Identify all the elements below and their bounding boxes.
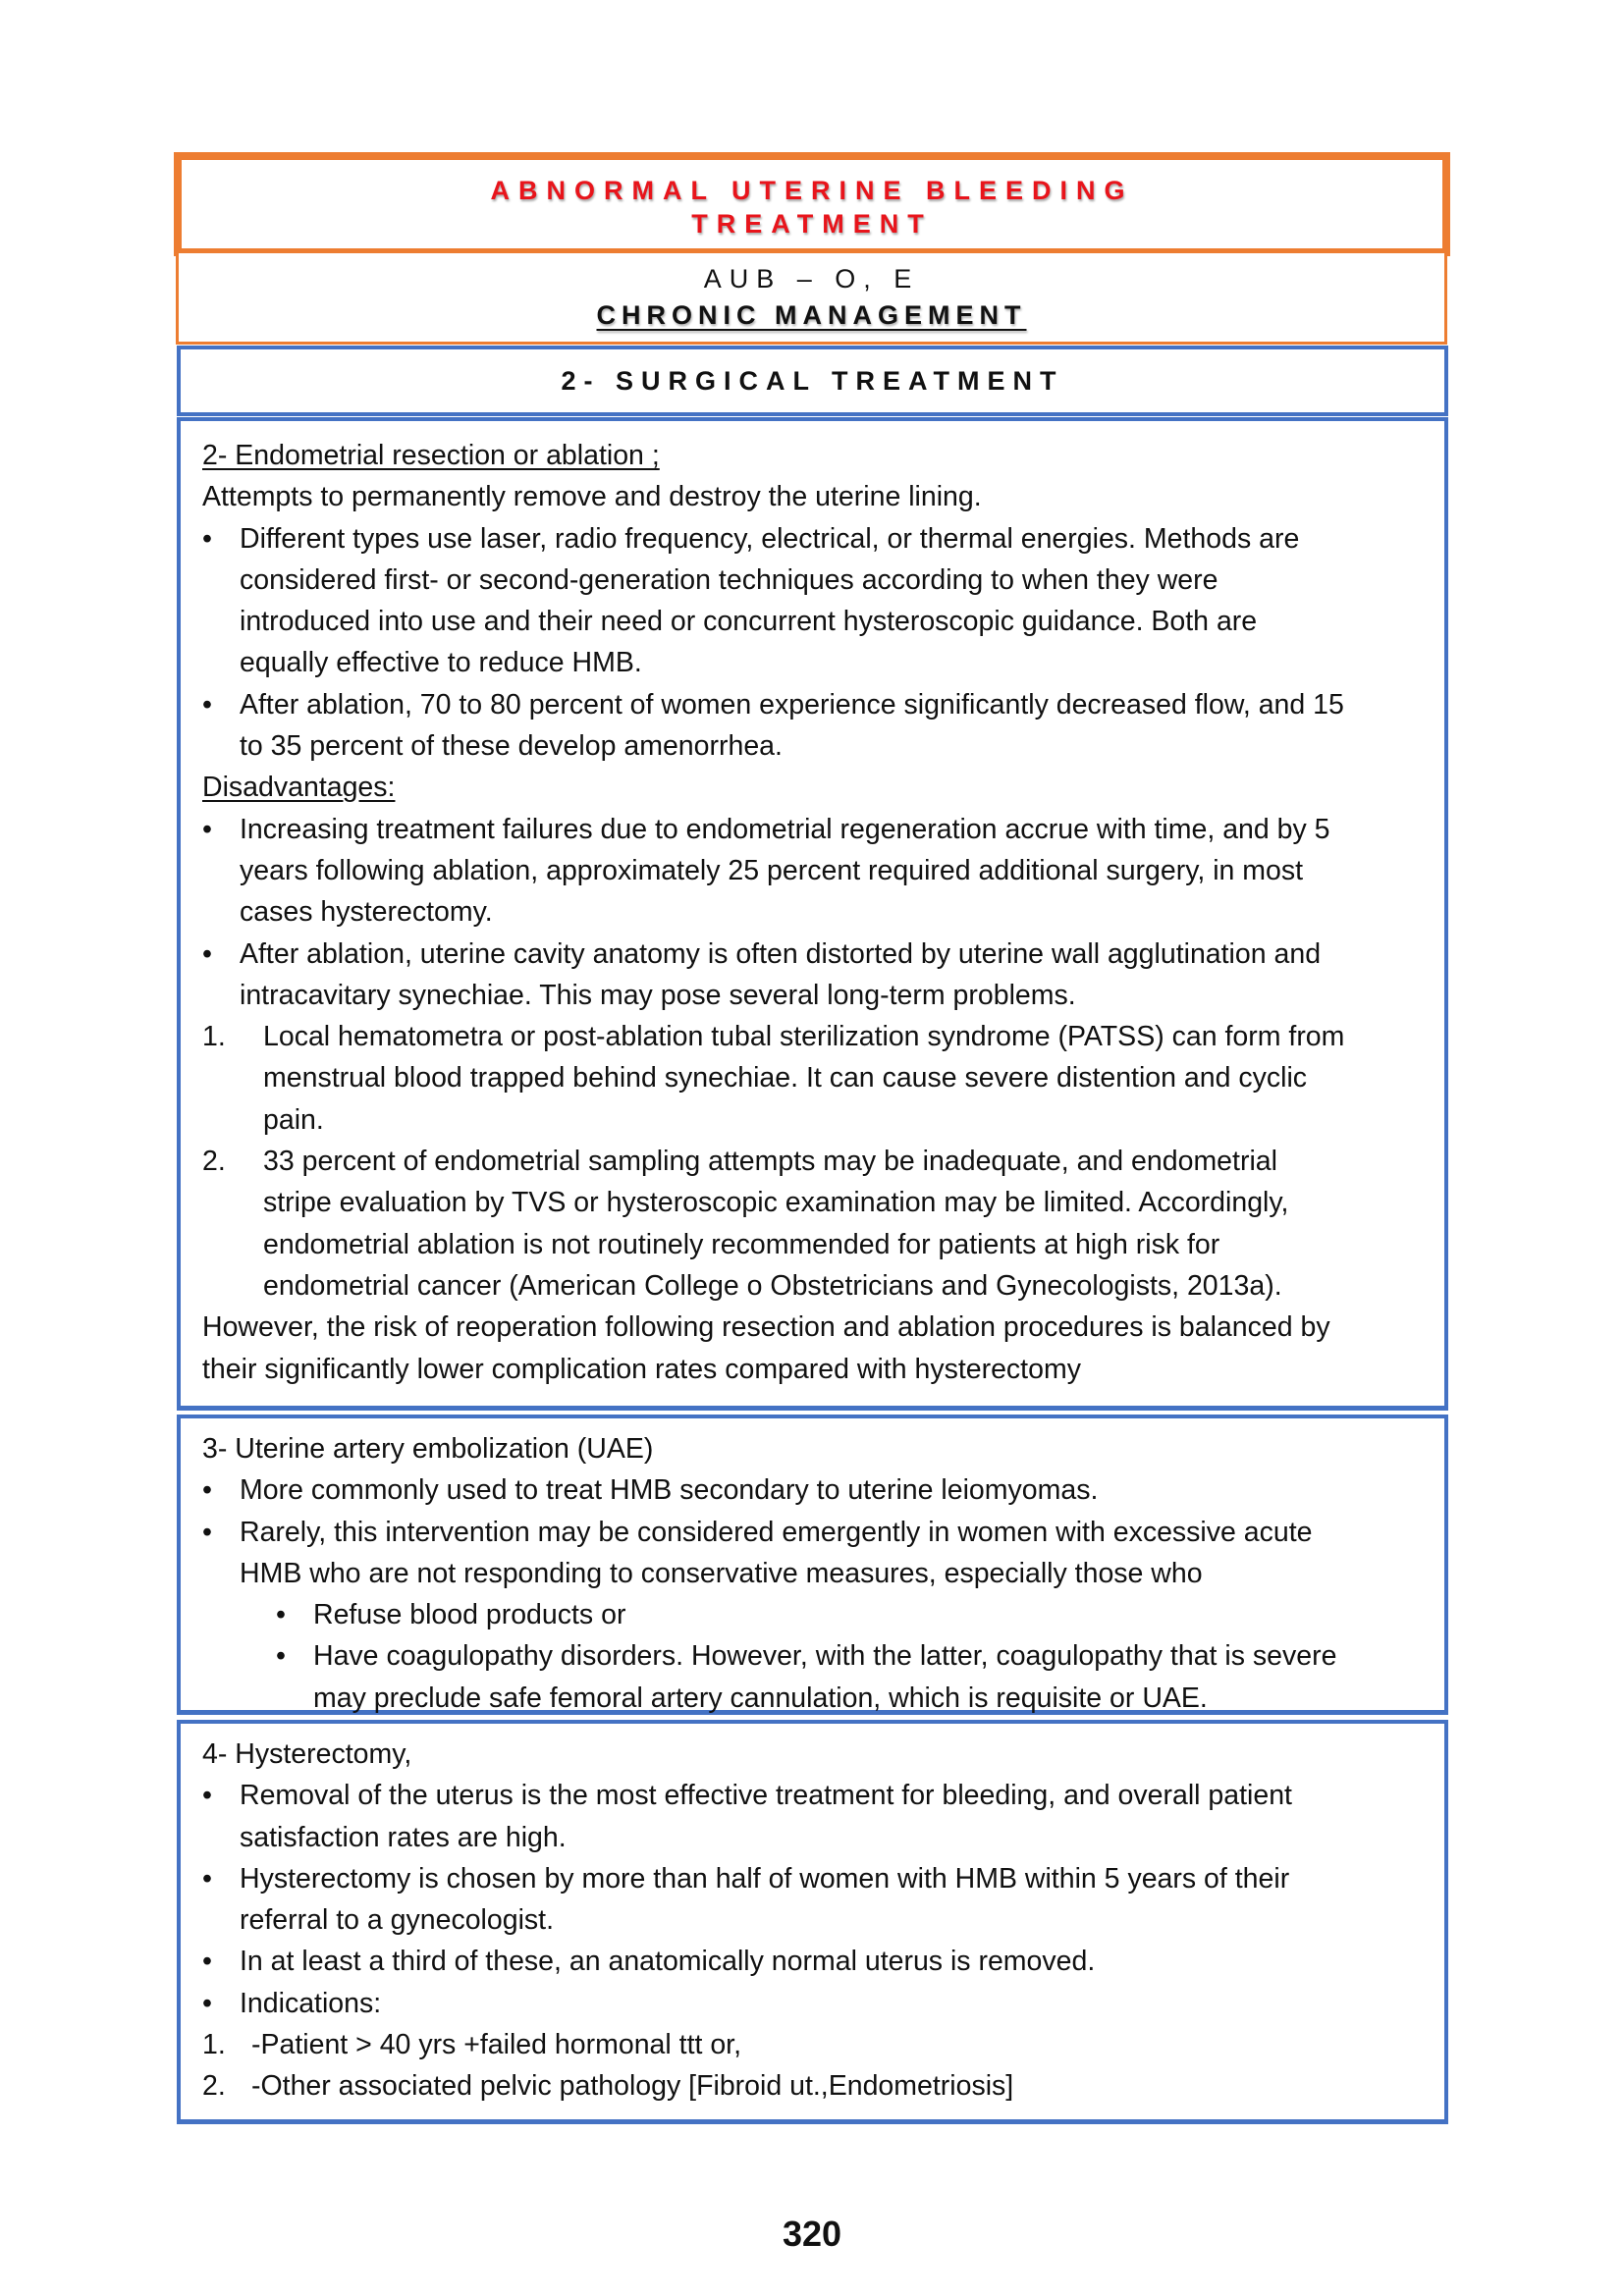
document-title-line-2: TREATMENT (691, 209, 933, 239)
bullet-icon: • (202, 1780, 212, 1812)
conclusion-line: However, the risk of reoperation following resection and ablation procedures is balanced by (202, 1311, 1330, 1344)
page-number: 320 (782, 2214, 842, 2254)
list-number: 2. (202, 1146, 226, 1178)
section-heading: 2- SURGICAL TREATMENT (561, 366, 1064, 396)
sub-list-item: • Have coagulopathy disorders. However, with the latter, coagulopathy that is severe may preclude safe femoral artery cannulation, which is requisite or UAE. (202, 1635, 1444, 1719)
document-title-box (174, 152, 1450, 256)
section-heading-box (177, 346, 1448, 416)
list-item: • After ablation, uterine cavity anatomy is often distorted by uterine wall agglutination and intracavitary synechiae. This may pose several long-term problems. (202, 934, 1444, 1017)
sub-list-item: • Refuse blood products or (202, 1594, 1444, 1635)
document-title-line-1: ABNORMAL UTERINE BLEEDING (490, 176, 1134, 205)
numbered-item: 1. Local hematometra or post-ablation tubal sterilization syndrome (PATSS) can form from menstrual blood trapped behind synechiae. It can cause severe distention and cyclic pain. (202, 1016, 1444, 1141)
ablation-intro: Attempts to permanently remove and destroy the uterine lining. (202, 481, 982, 513)
bullet-icon: • (276, 1640, 286, 1673)
uae-heading: 3- Uterine artery embolization (UAE) (202, 1433, 654, 1465)
conclusion-line: their significantly lower complication rates compared with hysterectomy (202, 1353, 1081, 1385)
list-item: • Hysterectomy is chosen by more than half of women with HMB within 5 years of their referral to a gynecologist. (202, 1858, 1444, 1942)
numbered-item: 2. -Other associated pelvic pathology [Fibroid ut.,Endometriosis] (202, 2065, 1444, 2107)
bullet-icon: • (202, 522, 212, 555)
bullet-icon: • (202, 937, 212, 970)
list-item: • After ablation, 70 to 80 percent of women experience significantly decreased flow, and 15 to 35 percent of these develop amenorrhea. (202, 684, 1444, 768)
list-number: 2. (202, 2070, 226, 2103)
uae-box (177, 1415, 1448, 1715)
hysterectomy-heading: 4- Hysterectomy, (202, 1738, 412, 1770)
hysterectomy-box (177, 1720, 1448, 2124)
bullet-icon: • (202, 1987, 212, 2019)
list-item: • Indications: (202, 1983, 1444, 2024)
ablation-heading: 2- Endometrial resection or ablation ; (202, 440, 660, 471)
classification-code: AUB – O, E (703, 264, 920, 294)
list-number: 1. (202, 2029, 226, 2061)
bullet-icon: • (202, 1516, 212, 1548)
subtitle-box (176, 253, 1447, 345)
bullet-icon: • (202, 1474, 212, 1507)
subtitle: CHRONIC MANAGEMENT (596, 300, 1027, 330)
numbered-item: 2. 33 percent of endometrial sampling attempts may be inadequate, and endometrial stripe evaluation by TVS or hysteroscopic examination may be limited. Accordingly, endometrial ablation is not routinely recommended for patients at high risk for endometrial cancer (American College o Obstetricians and Gynecologists, 2013a). (202, 1141, 1444, 1307)
bullet-icon: • (202, 1862, 212, 1895)
list-item: • Different types use laser, radio frequency, electrical, or thermal energies. Methods are considered first- or second-generation techniques according to when they were introduced into use and their need or concurrent hysteroscopic guidance. Both are equally effective to reduce HMB. (202, 518, 1444, 684)
list-item: • Rarely, this intervention may be considered emergently in women with excessive acute HMB who are not responding to conservative measures, especially those who (202, 1512, 1444, 1595)
numbered-item: 1. -Patient > 40 yrs +failed hormonal ttt or, (202, 2024, 1444, 2065)
disadvantages-label: Disadvantages: (202, 772, 396, 804)
list-item: • In at least a third of these, an anatomically normal uterus is removed. (202, 1941, 1444, 1982)
bullet-icon: • (202, 1946, 212, 1978)
list-item: • Increasing treatment failures due to endometrial regeneration accrue with time, and by 5 years following ablation, approximately 25 percent required additional surgery, in most cases hysterectomy. (202, 809, 1444, 934)
ablation-box (177, 417, 1448, 1411)
list-number: 1. (202, 1021, 226, 1053)
bullet-icon: • (276, 1599, 286, 1631)
bullet-icon: • (202, 813, 212, 845)
bullet-icon: • (202, 688, 212, 721)
list-item: • More commonly used to treat HMB secondary to uterine leiomyomas. (202, 1469, 1444, 1511)
list-item: • Removal of the uterus is the most effective treatment for bleeding, and overall patient satisfaction rates are high. (202, 1775, 1444, 1858)
